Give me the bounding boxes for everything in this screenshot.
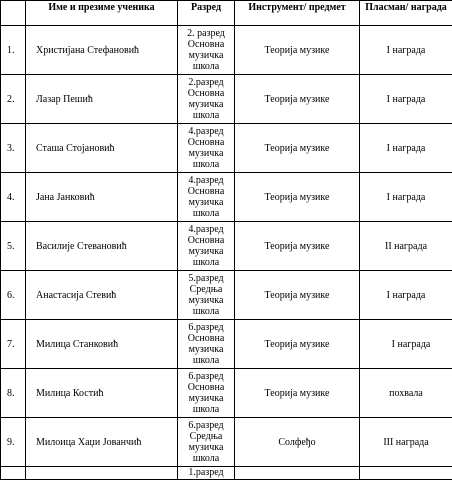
award: [360, 467, 452, 480]
award: I награда: [360, 173, 452, 222]
table-row: [1, 320, 452, 369]
award: I награда: [360, 75, 452, 124]
header-number: [1, 1, 26, 26]
header-award: Пласман/ награда: [360, 1, 452, 26]
award: I награда: [360, 271, 452, 320]
student-name: Милица Костић: [26, 369, 178, 418]
instrument-subject: Теорија музике: [235, 124, 360, 173]
row-number: 8.: [1, 369, 26, 418]
student-name: [26, 467, 178, 480]
award: I награда: [360, 124, 452, 173]
instrument-subject: Теорија музике: [235, 320, 360, 369]
table-row: [1, 222, 452, 271]
row-number: 7.: [1, 320, 26, 369]
table-row: [1, 271, 452, 320]
student-grade: 4.разред Основна музичка школа: [178, 222, 235, 271]
header-grade: Разред: [178, 1, 235, 26]
student-grade: 5.разред Средња музичка школа: [178, 271, 235, 320]
instrument-subject: Теорија музике: [235, 75, 360, 124]
student-name: Јана Јанковић: [26, 173, 178, 222]
student-grade: 2.разред Основна музичка школа: [178, 75, 235, 124]
award: I награда: [360, 26, 452, 75]
header-student-name: Име и презиме ученика: [26, 1, 178, 26]
table-row: [1, 173, 452, 222]
row-number: [1, 467, 26, 480]
instrument-subject: Теорија музике: [235, 26, 360, 75]
student-name: Василије Стевановић: [26, 222, 178, 271]
instrument-subject: [235, 467, 360, 480]
student-grade: 6.разред Основна музичка школа: [178, 320, 235, 369]
award: похвала: [360, 369, 452, 418]
student-grade: 6.разред Средња музичка школа: [178, 418, 235, 467]
student-name: Милица Станковић: [26, 320, 178, 369]
header-row: [1, 1, 452, 26]
instrument-subject: Теорија музике: [235, 173, 360, 222]
table-row: [1, 467, 452, 480]
header-instrument: Инструмент/ предмет: [235, 1, 360, 26]
row-number: 2.: [1, 75, 26, 124]
table-row: [1, 26, 452, 75]
row-number: 4.: [1, 173, 26, 222]
award: I награда: [360, 320, 452, 369]
row-number: 6.: [1, 271, 26, 320]
instrument-subject: Теорија музике: [235, 271, 360, 320]
table-row: [1, 369, 452, 418]
student-grade: 4.разред Основна музичка школа: [178, 124, 235, 173]
instrument-subject: Теорија музике: [235, 369, 360, 418]
student-name: Милоица Хаџи Јованчић: [26, 418, 178, 467]
row-number: 3.: [1, 124, 26, 173]
student-grade: 6.разред Основна музичка школа: [178, 369, 235, 418]
row-number: 1.: [1, 26, 26, 75]
student-name: Христијана Стефановић: [26, 26, 178, 75]
row-number: 9.: [1, 418, 26, 467]
student-name: Анастасија Стевић: [26, 271, 178, 320]
student-name: Лазар Пешић: [26, 75, 178, 124]
award: II награда: [360, 222, 452, 271]
table-row: [1, 124, 452, 173]
award: III награда: [360, 418, 452, 467]
row-number: 5.: [1, 222, 26, 271]
student-grade: 1.разред: [178, 467, 235, 480]
instrument-subject: Солфеђо: [235, 418, 360, 467]
instrument-subject: Теорија музике: [235, 222, 360, 271]
table-row: [1, 418, 452, 467]
student-grade: 4.разред Основна музичка школа: [178, 173, 235, 222]
student-name: Сташа Стојановић: [26, 124, 178, 173]
student-grade: 2. разред Основна музичка школа: [178, 26, 235, 75]
table-row: [1, 75, 452, 124]
